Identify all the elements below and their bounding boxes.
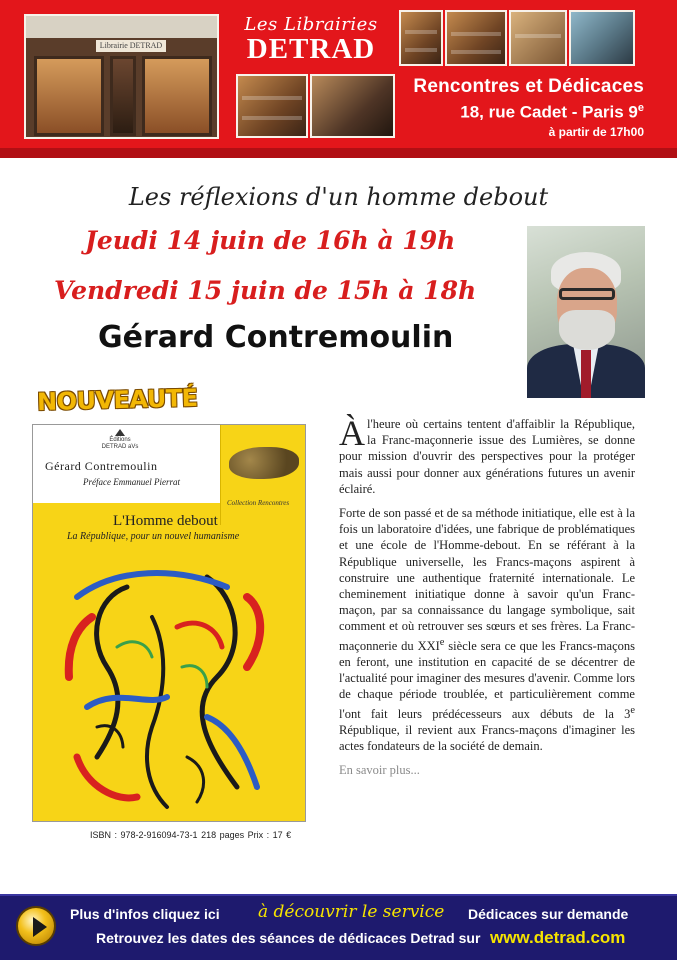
- bookstore-photo-6: [310, 74, 395, 138]
- book-subtitle: Les réflexions d'un homme debout: [128, 183, 549, 211]
- storefront-photo: [24, 14, 219, 139]
- header-banner: [0, 0, 677, 158]
- publisher-triangle-icon: [115, 429, 125, 436]
- storefront-sign: Librairie DETRAD: [96, 40, 166, 52]
- brand-small: Les Librairies: [244, 14, 378, 35]
- bookstore-photo-5: [236, 74, 308, 138]
- play-icon[interactable]: [16, 906, 56, 946]
- handshake-icon: [229, 447, 299, 479]
- cover-artwork: [57, 557, 283, 813]
- new-release-badge: NOUVEAUTÉ: [36, 383, 198, 417]
- bookstore-photo-4: [569, 10, 635, 66]
- brand-name: DETRAD: [246, 33, 376, 65]
- footer-banner: [0, 894, 677, 960]
- events-address: 18, rue Cadet - Paris 9e: [460, 102, 644, 122]
- more-info-link[interactable]: Plus d'infos cliquez ici: [70, 906, 220, 922]
- bookstore-photo-1: [399, 10, 443, 66]
- author-name: Gérard Contremoulin: [98, 320, 454, 355]
- events-time: à partir de 17h00: [548, 124, 644, 139]
- cover-author: Gérard Contremoulin: [45, 459, 158, 473]
- publisher-logo: Éditions DETRAD aVs: [101, 429, 139, 451]
- bookstore-photo-2: [445, 10, 507, 66]
- cover-preface: Préface Emmanuel Pierrat: [83, 477, 180, 487]
- event-date-1: Jeudi 14 juin de 16h à 19h: [85, 226, 456, 255]
- events-title: Rencontres et Dédicaces: [413, 76, 644, 97]
- author-photo: [527, 226, 645, 398]
- brand-logo: [226, 14, 396, 66]
- website-link[interactable]: www.detrad.com: [490, 928, 626, 947]
- description-paragraph-2: Forte de son passé et de sa méthode initiatique, elle est à la fois un laboratoire d'idées, une fabrique de problématiques et une école de l'Homme-debout. En se référant à la République universelle, les Francs-maçons aspirent à construire une authentique fraternité internationale. Le cheminement initiatique donne à savoir qu'un Franc-maçon, par sa connaissance du langage symbolique, sait comment et où retrouver ses sœurs et ses frères. La Franc-maçonnerie du XXIe siècle sera ce que les Francs-maçons en feront, une institution en capacité de se décentrer de l'actualité pour imaginer des mesures d'avenir. Comme lors de chaque période troublée, et particulièrement comme l'ont fait leurs prédécesseurs aux débuts de la 3e République, il revient aux Francs-maçons d'imaginer les actes fondateurs de la société de demain.: [339, 506, 635, 754]
- read-more-link[interactable]: En savoir plus...: [339, 763, 420, 778]
- cover-title: L'Homme debout: [113, 513, 218, 529]
- isbn-line: ISBN : 978-2-916094-73-1 218 pages Prix : 17 €: [90, 830, 292, 840]
- events-info: [404, 76, 644, 139]
- description-paragraph-1: Àl'heure où certains tentent d'affaiblir la République, la Franc-maçonnerie issue des Lumières, se donne pour mission d'ouvrir des perspectives pour la protéger mais aussi pour donner aux générations futures un avenir éclairé.: [339, 413, 635, 496]
- discover-service-link[interactable]: à découvrir le service: [258, 902, 445, 922]
- collection-label: Collection Rencontres: [227, 499, 290, 507]
- collection-panel: [220, 425, 306, 525]
- event-date-2: Vendredi 15 juin de 15h à 18h: [54, 276, 477, 305]
- description: [339, 413, 635, 779]
- session-dates-text: Retrouvez les dates des séances de dédicaces Detrad sur: [96, 930, 481, 946]
- dropcap: À: [339, 413, 365, 453]
- book-cover[interactable]: [32, 424, 306, 822]
- bookstore-photo-3: [509, 10, 567, 66]
- dedications-on-demand: Dédicaces sur demande: [468, 906, 629, 922]
- cover-subtitle: La République, pour un nouvel humanisme: [67, 531, 240, 542]
